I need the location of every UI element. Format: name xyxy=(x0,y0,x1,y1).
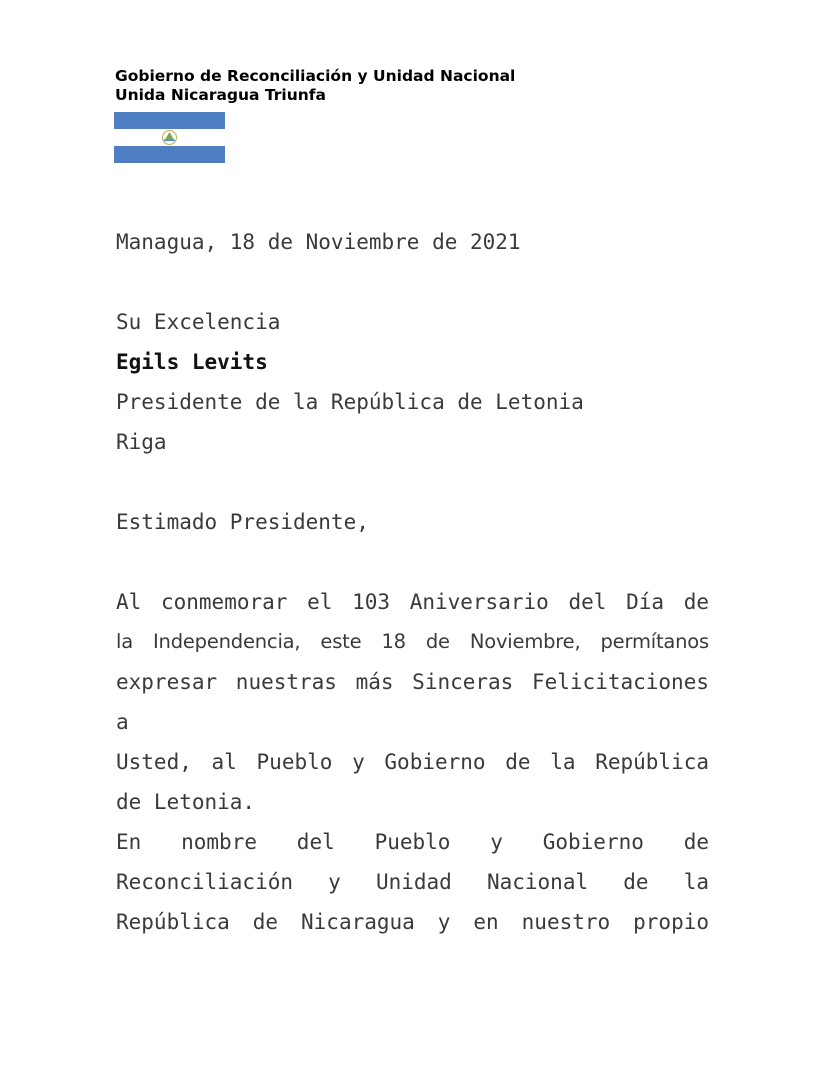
paragraph-line: la Independencia, este 18 de Noviembre, permítanos xyxy=(116,630,709,653)
paragraph-on-behalf xyxy=(116,822,709,942)
paragraph-line: Usted, al Pueblo y Gobierno de la República xyxy=(116,750,709,774)
paragraph-line: Al conmemorar el 103 Aniversario del Día de xyxy=(116,590,709,614)
recipient-position: Presidente de la República de Letonia xyxy=(116,390,584,414)
recipient-title: Su Excelencia xyxy=(116,310,281,334)
paragraph-congratulations xyxy=(116,582,709,822)
letterhead xyxy=(115,67,515,105)
letterhead-motto: Unida Nicaragua Triunfa xyxy=(115,86,327,104)
nicaragua-flag-icon xyxy=(114,112,225,163)
letterhead-government-name: Gobierno de Reconciliación y Unidad Nacional xyxy=(115,67,516,85)
paragraph-line: En nombre del Pueblo y Gobierno de xyxy=(116,830,709,854)
paragraph-line: de Letonia. xyxy=(116,790,256,814)
paragraph-line: República de Nicaragua y en nuestro propio xyxy=(116,910,709,934)
greeting: Estimado Presidente, xyxy=(116,510,369,534)
recipient-name: Egils Levits xyxy=(116,350,268,374)
date-line: Managua, 18 de Noviembre de 2021 xyxy=(116,230,521,254)
paragraph-line: expresar nuestras más Sinceras Felicitaciones a xyxy=(116,670,709,734)
recipient-city: Riga xyxy=(116,430,167,454)
paragraph-line: Reconciliación y Unidad Nacional de la xyxy=(116,870,709,894)
